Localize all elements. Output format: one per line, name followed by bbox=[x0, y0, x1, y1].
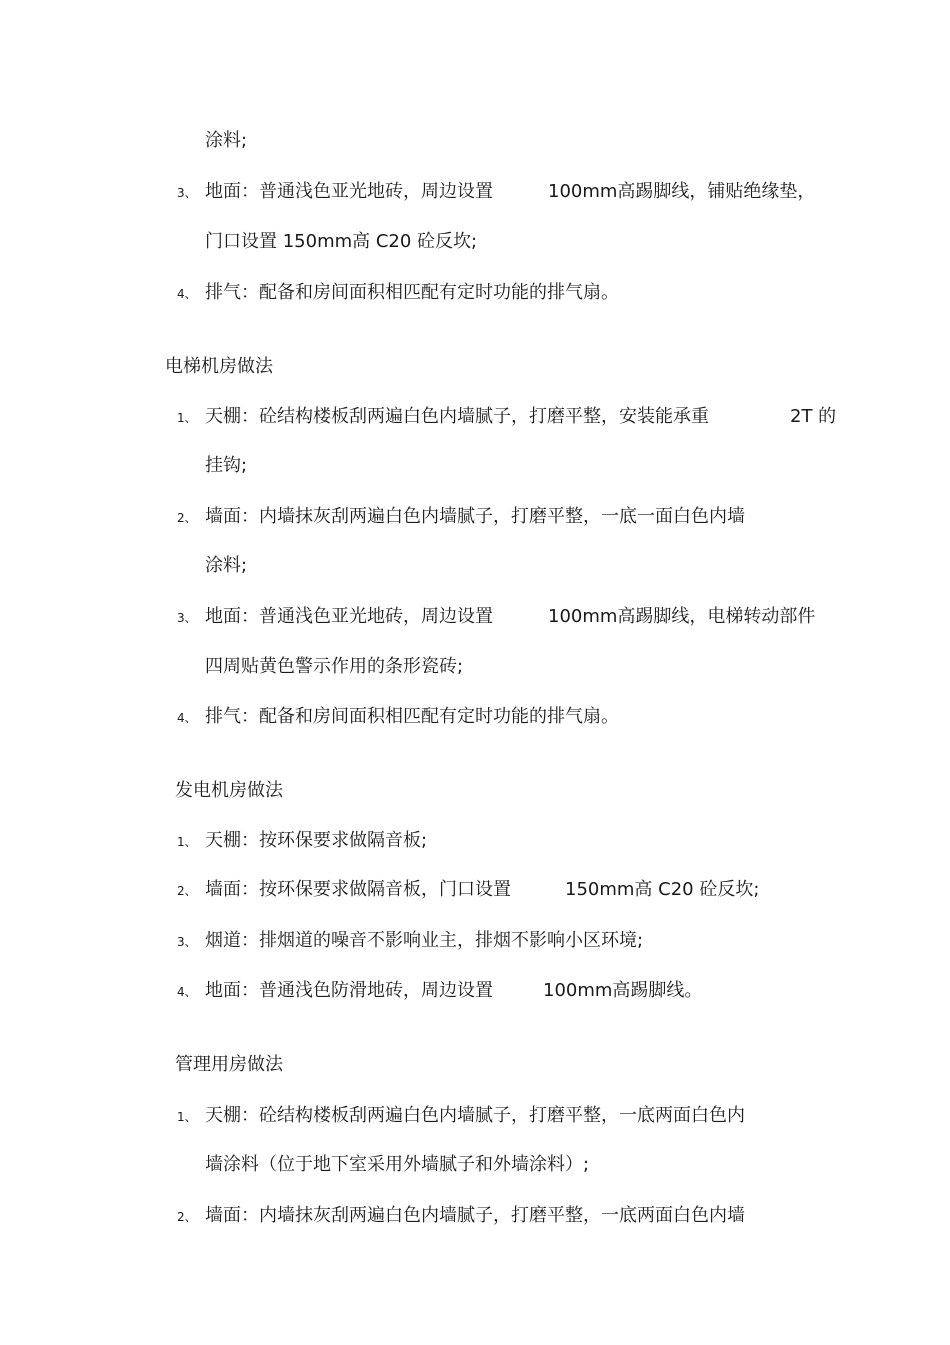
list-item-number: 4、 bbox=[177, 985, 197, 999]
list-item-text: 150mm高 C20 砼反坎; bbox=[565, 879, 760, 900]
list-item-number: 1、 bbox=[177, 835, 197, 849]
list-item-text: 墙涂料（位于地下室采用外墙腻子和外墙涂料）; bbox=[205, 1154, 590, 1175]
list-item-text: 排气：配备和房间面积相匹配有定时功能的排气扇。 bbox=[205, 706, 619, 727]
list-item-number: 2、 bbox=[177, 1210, 197, 1224]
list-item-text: 烟道：排烟道的噪音不影响业主，排烟不影响小区环境; bbox=[205, 930, 644, 951]
list-item-number: 2、 bbox=[177, 884, 197, 898]
list-item-text: 涂料; bbox=[205, 555, 248, 576]
list-item-text: 墙面：内墙抹灰刮两遍白色内墙腻子，打磨平整，一底一面白色内墙 bbox=[205, 506, 745, 527]
list-item-number: 4、 bbox=[177, 287, 197, 301]
list-item-text: 地面：普通浅色防滑地砖，周边设置 bbox=[205, 980, 493, 1001]
list-item-number: 3、 bbox=[177, 611, 197, 625]
list-item-number: 2、 bbox=[177, 511, 197, 525]
list-item-text: 四周贴黄色警示作用的条形瓷砖; bbox=[205, 656, 464, 677]
list-item-number: 1、 bbox=[177, 1110, 197, 1124]
list-item-text: 墙面：按环保要求做隔音板，门口设置 bbox=[205, 879, 511, 900]
list-item-text: 挂钩; bbox=[205, 455, 248, 476]
list-item-number: 3、 bbox=[177, 186, 197, 200]
list-item-number: 1、 bbox=[177, 411, 197, 425]
list-item-number: 4、 bbox=[177, 711, 197, 725]
list-item-text: 2T 的 bbox=[790, 406, 837, 427]
list-item-text: 100mm高踢脚线，铺贴绝缘垫， bbox=[548, 181, 816, 202]
list-item-number: 3、 bbox=[177, 935, 197, 949]
list-item-text: 天棚：砼结构楼板刮两遍白色内墙腻子，打磨平整，一底两面白色内 bbox=[205, 1105, 745, 1126]
list-item-text: 排气：配备和房间面积相匹配有定时功能的排气扇。 bbox=[205, 282, 619, 303]
section-heading: 管理用房做法 bbox=[175, 1054, 283, 1075]
list-item-text: 天棚：砼结构楼板刮两遍白色内墙腻子，打磨平整，安装能承重 bbox=[205, 406, 709, 427]
section-heading: 发电机房做法 bbox=[175, 780, 283, 801]
list-item-text: 天棚：按环保要求做隔音板; bbox=[205, 830, 428, 851]
paragraph-continuation: 涂料; bbox=[205, 130, 248, 151]
list-item-text: 墙面：内墙抹灰刮两遍白色内墙腻子，打磨平整，一底两面白色内墙 bbox=[205, 1205, 745, 1226]
section-heading: 电梯机房做法 bbox=[165, 356, 273, 377]
list-item-text: 地面：普通浅色亚光地砖，周边设置 bbox=[205, 181, 493, 202]
list-item-text: 100mm高踢脚线，电梯转动部件 bbox=[548, 606, 816, 627]
list-item-text: 地面：普通浅色亚光地砖，周边设置 bbox=[205, 606, 493, 627]
list-item-text: 100mm高踢脚线。 bbox=[543, 980, 703, 1001]
list-item-text: 门口设置 150mm高 C20 砼反坎; bbox=[205, 231, 478, 252]
